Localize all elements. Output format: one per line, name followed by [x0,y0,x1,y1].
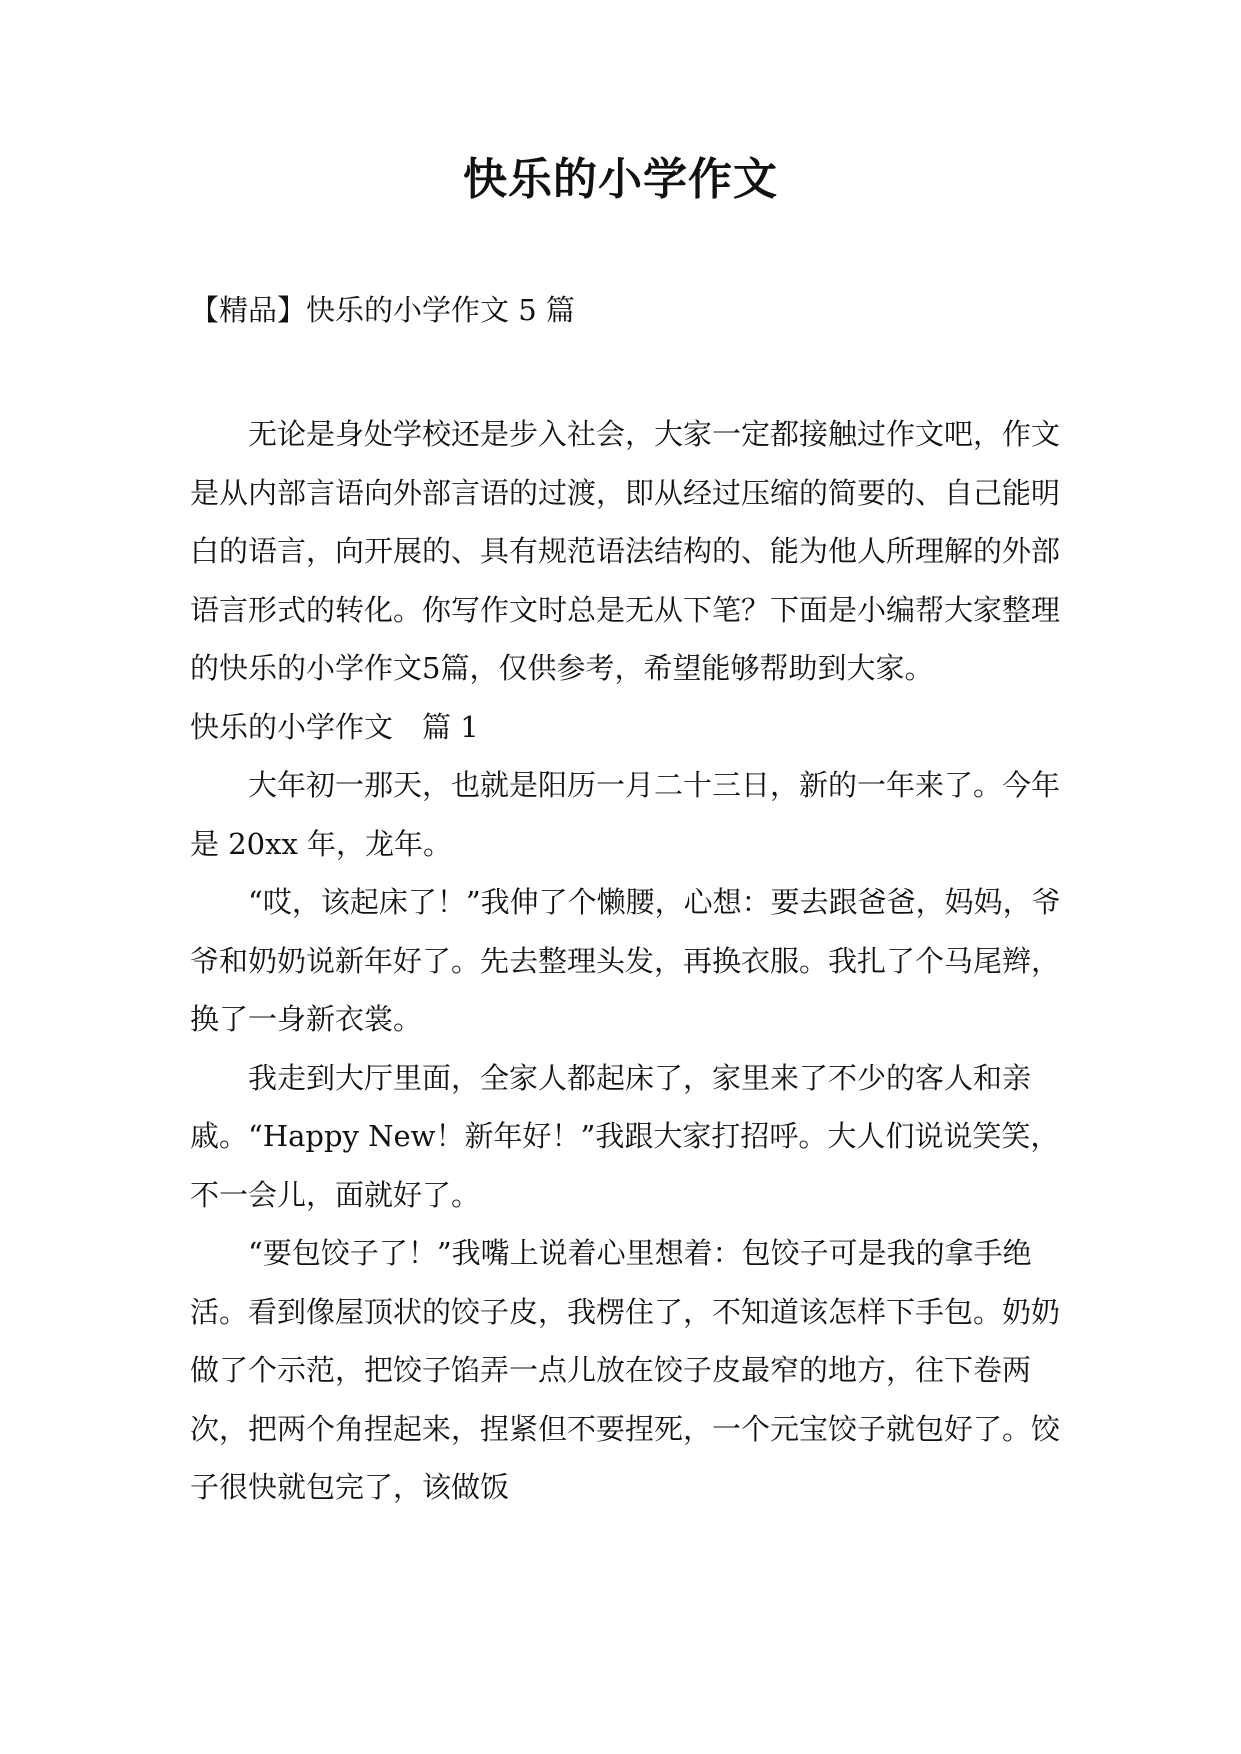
body-paragraph: “要包饺子了！”我嘴上说着心里想着：包饺子可是我的拿手绝活。看到像屋顶状的饺子皮，我楞住了，不知道该怎样下手包。奶奶做了个示范，把饺子馅弄一点儿放在饺子皮最窄的地方，往下卷两次，把两个角捏起来，捏紧但不要捏死，一个元宝饺子就包好了。饺子很快就包完了，该做饭 [190,1236,1061,1504]
intro-paragraph: 无论是身处学校还是步入社会，大家一定都接触过作文吧，作文是从内部言语向外部言语的过渡，即从经过压缩的简要的、自己能明白的语言，向开展的、具有规范语法结构的、能为他人所理解的外部语言形式的转化。你写作文时总是无从下笔？下面是小编帮大家整理的快乐的小学作文5篇，仅供参考，希望能够帮助到大家。 [190,417,1061,685]
document-subtitle: 【精品】快乐的小学作文 5 篇 [190,293,575,327]
document-body [190,405,1070,1517]
section-heading: 快乐的小学作文 篇 1 [190,709,479,744]
document-title: 快乐的小学作文 [463,154,778,205]
body-paragraph: 大年初一那天，也就是阳历一月二十三日，新的一年来了。今年是 20xx 年，龙年。 [190,768,1061,861]
body-paragraph: “哎，该起床了！”我伸了个懒腰，心想：要去跟爸爸，妈妈，爷爷和奶奶说新年好了。先去整理头发，再换衣服。我扎了个马尾辫，换了一身新衣裳。 [190,885,1061,1036]
body-paragraph: 我走到大厅里面，全家人都起床了，家里来了不少的客人和亲戚。“Happy New！新年好！”我跟大家打招呼。大人们说说笑笑，不一会儿，面就好了。 [190,1060,1060,1212]
